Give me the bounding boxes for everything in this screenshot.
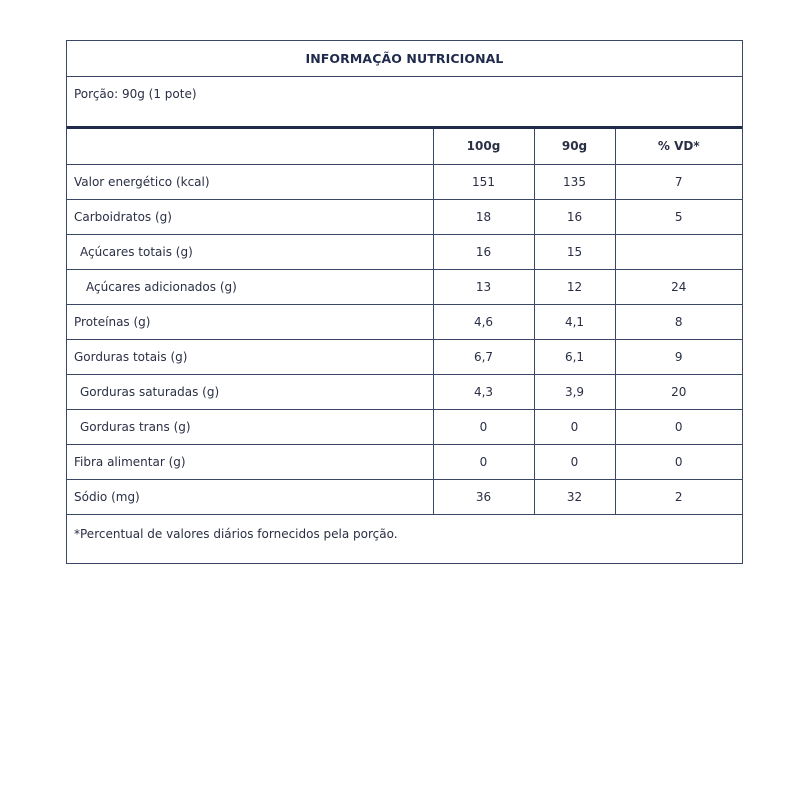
value-vd: 20 <box>615 374 742 409</box>
nutrient-label: Açúcares totais (g) <box>67 234 433 269</box>
value-100g: 4,6 <box>433 304 534 339</box>
table-row <box>67 304 742 339</box>
nutrient-label: Gorduras trans (g) <box>67 409 433 444</box>
header-100g: 100g <box>433 129 534 164</box>
value-100g: 36 <box>433 479 534 514</box>
table-row <box>67 199 742 234</box>
value-vd: 8 <box>615 304 742 339</box>
value-vd: 7 <box>615 164 742 199</box>
value-vd: 24 <box>615 269 742 304</box>
value-90g: 16 <box>534 199 615 234</box>
panel-title: INFORMAÇÃO NUTRICIONAL <box>67 41 742 77</box>
footnote: *Percentual de valores diários fornecidos pela porção. <box>74 527 398 541</box>
value-vd: 9 <box>615 339 742 374</box>
value-vd: 0 <box>615 444 742 479</box>
value-100g: 16 <box>433 234 534 269</box>
value-100g: 6,7 <box>433 339 534 374</box>
header-90g: 90g <box>534 129 615 164</box>
nutrition-table <box>67 129 742 515</box>
table-row <box>67 164 742 199</box>
table-row <box>67 234 742 269</box>
value-100g: 13 <box>433 269 534 304</box>
value-vd: 0 <box>615 409 742 444</box>
nutrient-label: Sódio (mg) <box>67 479 433 514</box>
nutrient-label: Proteínas (g) <box>67 304 433 339</box>
value-100g: 0 <box>433 444 534 479</box>
nutrition-facts-panel <box>66 40 743 564</box>
value-100g: 18 <box>433 199 534 234</box>
value-90g: 4,1 <box>534 304 615 339</box>
value-90g: 135 <box>534 164 615 199</box>
nutrient-label: Gorduras totais (g) <box>67 339 433 374</box>
nutrient-label: Valor energético (kcal) <box>67 164 433 199</box>
table-row <box>67 339 742 374</box>
value-vd: 5 <box>615 199 742 234</box>
nutrient-label: Gorduras saturadas (g) <box>67 374 433 409</box>
value-vd: 2 <box>615 479 742 514</box>
table-header-row <box>67 129 742 164</box>
value-90g: 32 <box>534 479 615 514</box>
value-100g: 151 <box>433 164 534 199</box>
nutrient-label: Fibra alimentar (g) <box>67 444 433 479</box>
value-90g: 3,9 <box>534 374 615 409</box>
value-90g: 12 <box>534 269 615 304</box>
portion-size: Porção: 90g (1 pote) <box>74 87 197 101</box>
table-row <box>67 269 742 304</box>
nutrient-label: Açúcares adicionados (g) <box>67 269 433 304</box>
nutrient-label: Carboidratos (g) <box>67 199 433 234</box>
value-90g: 15 <box>534 234 615 269</box>
value-90g: 6,1 <box>534 339 615 374</box>
value-90g: 0 <box>534 444 615 479</box>
header-vd: % VD* <box>615 129 742 164</box>
table-row <box>67 374 742 409</box>
value-100g: 0 <box>433 409 534 444</box>
table-row <box>67 409 742 444</box>
table-row <box>67 444 742 479</box>
table-row <box>67 479 742 514</box>
value-vd <box>615 234 742 269</box>
value-90g: 0 <box>534 409 615 444</box>
value-100g: 4,3 <box>433 374 534 409</box>
header-blank <box>67 129 433 164</box>
